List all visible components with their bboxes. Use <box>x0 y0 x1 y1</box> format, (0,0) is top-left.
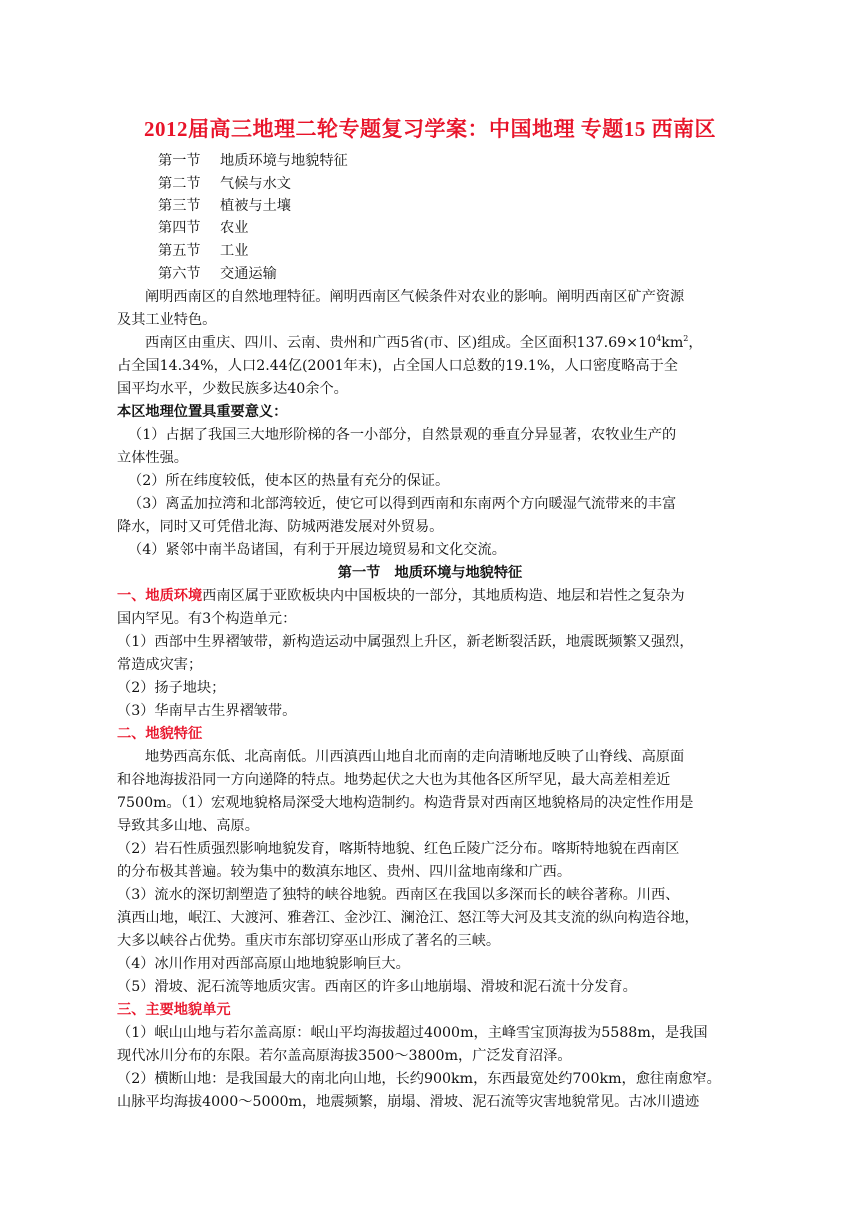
paragraph-line: （2）岩石性质强烈影响地貌发育，喀斯特地貌、红色丘陵广泛分布。喀斯特地貌在西南区 <box>117 841 680 857</box>
paragraph-line: （1）岷山山地与若尔盖高原：岷山平均海拔超过4000m，主峰雪宝顶海拔为5588m，是我国 <box>117 1025 708 1041</box>
paragraph-line: （2）横断山地：是我国最大的南北向山地，长约900km，东西最宽处约700km，愈往南愈窄。 <box>117 1071 721 1087</box>
intro-paragraph-line: 占全国14.34%，人口2.44亿(2001年末)，占全国人口总数的19.1%，人口密度略高于全 <box>117 358 678 374</box>
paragraph-line: 现代冰川分布的东限。若尔盖高原海拔3500～3800m，广泛发育沼泽。 <box>117 1048 572 1064</box>
subsection-text: 西南区属于亚欧板块内中国板块的一部分，其地质构造、地层和岩性之复杂为 <box>202 588 685 604</box>
list-item: （1）西部中生界褶皱带，新构造运动中属强烈上升区，新老断裂活跃，地震既频繁又强烈， <box>117 634 694 650</box>
paragraph-line: 导致其多山地、高原。 <box>117 818 259 834</box>
list-item: （3）华南早古生界褶皱带。 <box>117 703 297 719</box>
intro-paragraph-line: 及其工业特色。 <box>117 312 217 328</box>
subsection-heading: 三、主要地貌单元 <box>117 1002 231 1018</box>
intro-paragraph-line <box>145 332 771 354</box>
subsection-line <box>117 585 743 607</box>
list-item: 降水，同时又可凭借北海、防城两港发展对外贸易。 <box>117 519 444 535</box>
toc-label: 农业 <box>220 220 249 236</box>
toc-item <box>158 195 784 217</box>
toc-label: 地质环境与地貌特征 <box>220 153 348 169</box>
subsection-heading: 二、地貌特征 <box>117 726 203 742</box>
list-item: （2）扬子地块； <box>117 680 226 696</box>
paragraph-line: 和谷地海拔沿同一方向递降的特点。地势起伏之大也为其他各区所罕见，最大高差相差近 <box>117 772 671 788</box>
toc-item <box>158 263 784 285</box>
toc-item <box>158 150 784 172</box>
toc-item <box>158 240 784 262</box>
page-title: 2012届高三地理二轮专题复习学案：中国地理 专题15 西南区 <box>144 117 716 141</box>
paragraph-line: 滇西山地，岷江、大渡河、雅砻江、金沙江、澜沧江、怒江等大河及其支流的纵向构造谷地， <box>117 910 699 926</box>
section-heading: 本区地理位置具重要意义： <box>117 404 288 420</box>
paragraph-line: 地势西高东低、北高南低。川西滇西山地自北而南的走向清晰地反映了山脊线、高原面 <box>145 749 685 765</box>
toc-label: 交通运输 <box>220 266 277 282</box>
toc-number: 第三节 <box>158 198 201 214</box>
intro-paragraph-line: 阐明西南区的自然地理特征。阐明西南区气候条件对农业的影响。阐明西南区矿产资源 <box>145 289 685 305</box>
subsection-heading: 一、地质环境 <box>117 588 203 604</box>
list-item: 常造成灾害； <box>117 657 203 673</box>
toc-item <box>158 217 784 239</box>
toc-number: 第五节 <box>158 243 201 259</box>
toc-number: 第四节 <box>158 220 201 236</box>
toc-item <box>158 173 784 195</box>
toc-number: 第六节 <box>158 266 201 282</box>
list-item: （2）所在纬度较低，使本区的热量有充分的保证。 <box>128 473 450 489</box>
toc-label: 植被与土壤 <box>220 198 291 214</box>
list-item: （1）占据了我国三大地形阶梯的各一小部分，自然景观的垂直分异显著，农牧业生产的 <box>128 427 677 443</box>
paragraph-line: 大多以峡谷占优势。重庆市东部切穿巫山形成了著名的三峡。 <box>117 933 501 949</box>
intro-text: 西南区由重庆、四川、云南、贵州和广西5省(市、区)组成。全区面积137.69×10 <box>145 335 657 351</box>
list-item: （3）离孟加拉湾和北部湾较近，使它可以得到西南和东南两个方向暖湿气流带来的丰富 <box>128 496 677 512</box>
superscript: 4 <box>656 334 662 343</box>
toc-number: 第一节 <box>158 153 201 169</box>
paragraph-line: （4）冰川作用对西部高原山地地貌影响巨大。 <box>117 956 410 972</box>
list-item: 立体性强。 <box>117 450 188 466</box>
paragraph-line: （3）流水的深切割塑造了独特的峡谷地貌。西南区在我国以多深而长的峡谷著称。川西、 <box>117 887 680 903</box>
paragraph-line: （5）滑坡、泥石流等地质灾害。西南区的许多山地崩塌、滑坡和泥石流十分发育。 <box>117 979 637 995</box>
toc-label: 工业 <box>220 243 249 259</box>
section-title: 第一节 地质环境与地貌特征 <box>337 565 523 581</box>
superscript: 2 <box>683 334 689 343</box>
paragraph-line: 的分布极其普遍。较为集中的数滇东地区、贵州、四川盆地南缘和广西。 <box>117 864 572 880</box>
punctuation: ， <box>688 335 703 351</box>
unit-text: km <box>661 335 684 351</box>
paragraph-line: 国内罕见。有3个构造单元： <box>117 611 297 627</box>
intro-paragraph-line: 国平均水平，少数民族多达40余个。 <box>117 381 348 397</box>
toc-label: 气候与水文 <box>220 176 291 192</box>
paragraph-line: 7500m。（1）宏观地貌格局深受大地构造制约。构造背景对西南区地貌格局的决定性作用是 <box>117 795 694 811</box>
paragraph-line: 山脉平均海拔4000～5000m，地震频繁，崩塌、滑坡、泥石流等灾害地貌常见。古冰川遗迹 <box>117 1094 700 1110</box>
list-item: （4）紧邻中南半岛诸国，有利于开展边境贸易和文化交流。 <box>128 542 506 558</box>
toc-number: 第二节 <box>158 176 201 192</box>
